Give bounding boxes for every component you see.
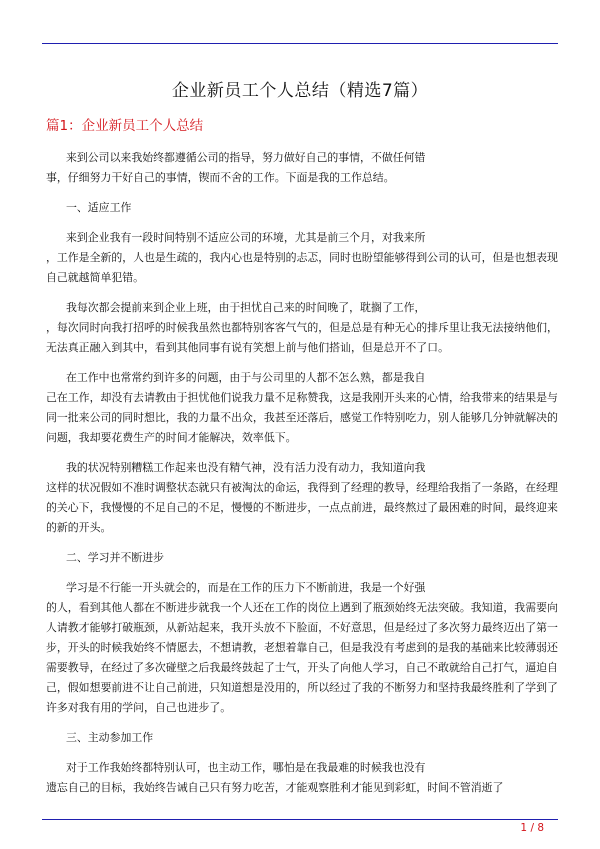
document-body: [46, 148, 558, 808]
paragraph: 对于工作我始终都特别认可，也主动工作，哪怕是在我最难的时候我也没有 遗忘自己的目标，我始终告诫自己只有努力吃苦，才能观察胜利才能见到彩虹，时间不管消逝了: [46, 761, 504, 794]
paragraph: 在工作中也常常约到许多的问题，由于与公司里的人都不怎么熟，都是我自 己在工作，却没有去请教由于担忧他们说我力量不足称赞我，这是我刚开头来的心情，给我带来的结果是与同一批来公司的同时想比，我的力量不出众，我甚至还落后，感觉工作特别吃力，别人能够几分钟就解决的问题，我却要花费生产的时间才能解决，效率低下。: [46, 371, 558, 444]
section-heading: 一、适应工作: [66, 201, 132, 214]
paragraph: 我的状况特别糟糕工作起来也没有精气神，没有活力没有动力，我知道向我 这样的状况假如不准时调整状态就只有被淘汰的命运，我得到了经理的教导，经理给我指了一条路，在经理的关心下，我慢慢的不足自己的不足，慢慢的不断进步，一点点前进，最终熬过了最困难的时间，最终迎来的新的开头。: [46, 461, 558, 534]
paragraph: 我每次都会提前来到企业上班，由于担忧自己来的时间晚了，耽搁了工作， ，每次同时向我打招呼的时候我虽然也都特别客客气气的，但是总是有种无心的排斥里让我无法接纳他们，无法真正融入到其中，看到其他同事有说有笑想上前与他们搭讪，但是总开不了口。: [46, 301, 558, 354]
section-heading: 三、主动参加工作: [66, 731, 154, 744]
footer-rule: [42, 819, 558, 820]
section-heading: 二、学习并不断进步: [66, 551, 165, 564]
header-rule: [42, 43, 558, 44]
paragraph: 学习是不行能一开头就会的，而是在工作的压力下不断前进，我是一个好强 的人，看到其他人都在不断进步就我一个人还在工作的岗位上遇到了瓶颈始终无法突破。我知道，我需要向人请教才能够打破瓶颈，从新站起来，我开头放不下脸面，不好意思，但是经过了多次努力最终迈出了第一步，开头的时候我始终不情愿去，不想请教，老想着靠自己，但是我没有考虑到的是我的基础来比较薄弱还需要教导，在经过了多次碰壁之后我最终鼓起了士气，开头了向他人学习，自己不敢就给自己打气，逼迫自己，假如想要前进不让自己前进，只知道想是没用的，所以经过了我的不断努力和坚持我最终胜利了学到了许多对我有用的学问，自己也进步了。: [46, 581, 558, 714]
paragraph: 来到公司以来我始终都遵循公司的指导，努力做好自己的事情，不做任何错 事，仔细努力干好自己的事情，锲而不舍的工作。下面是我的工作总结。: [46, 151, 426, 184]
paragraph: 来到企业我有一段时间特别不适应公司的环境，尤其是前三个月，对我来所 ，工作是全新的，人也是生疏的，我内心也是特别的忐忑，同时也盼望能够得到公司的认可，但是也想表现自己就越简单犯错。: [46, 231, 558, 284]
document-title: 企业新员工个人总结（精选7篇）: [171, 81, 429, 101]
page-number: 1 / 8: [520, 822, 544, 834]
section-title: 篇1：企业新员工个人总结: [46, 118, 204, 134]
